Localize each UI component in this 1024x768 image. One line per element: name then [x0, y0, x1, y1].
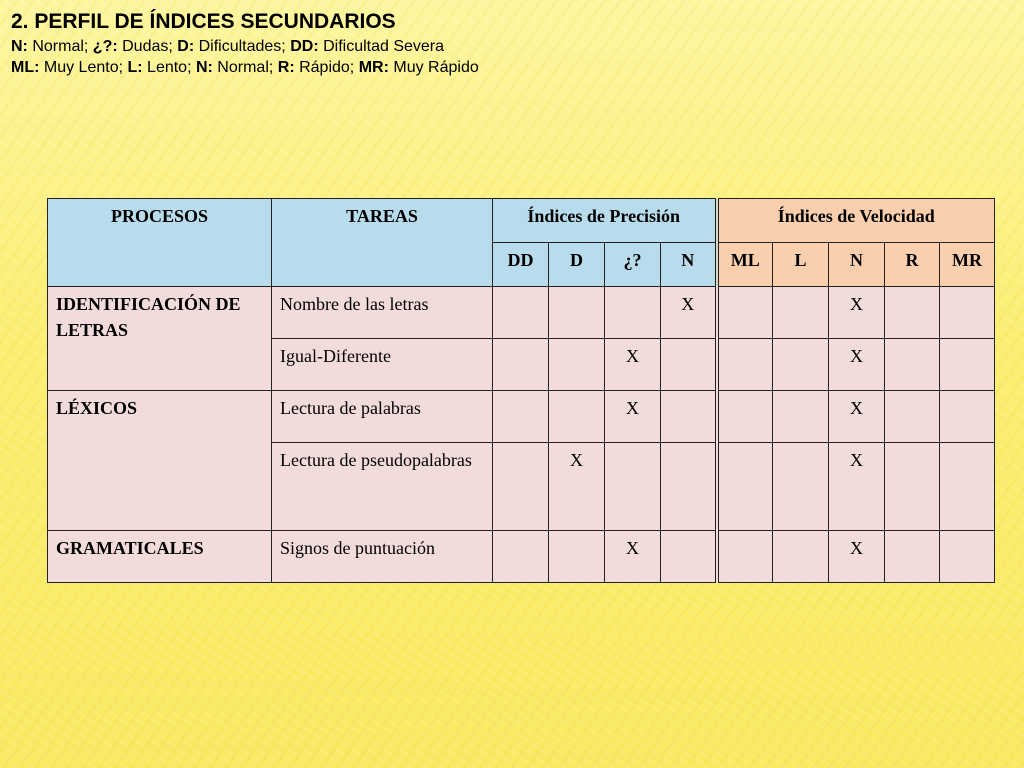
mark-cell: [493, 531, 549, 583]
mark-cell: [717, 339, 773, 391]
tarea-cell: Lectura de pseudopalabras: [272, 443, 493, 531]
mark-cell: [717, 287, 773, 339]
mark-cell: [773, 339, 829, 391]
header-n-precision: N: [661, 243, 717, 287]
mark-cell: X: [605, 391, 661, 443]
mark-cell: [549, 287, 605, 339]
mark-cell: [885, 339, 940, 391]
mark-cell: X: [829, 339, 885, 391]
mark-cell: [885, 531, 940, 583]
legend-desc: Normal;: [27, 38, 93, 55]
header-dd: DD: [493, 243, 549, 287]
mark-cell: X: [829, 287, 885, 339]
legend-desc: Muy Lento;: [39, 59, 128, 76]
legend-desc: Lento;: [142, 59, 196, 76]
mark-cell: X: [829, 531, 885, 583]
mark-cell: [661, 339, 717, 391]
tarea-cell: Lectura de palabras: [272, 391, 493, 443]
slide-title: 2. PERFIL DE ÍNDICES SECUNDARIOS: [11, 10, 396, 33]
legend-desc: Normal;: [212, 59, 278, 76]
mark-cell: [493, 443, 549, 531]
mark-cell: X: [605, 339, 661, 391]
mark-cell: [493, 391, 549, 443]
tarea-cell: Igual-Diferente: [272, 339, 493, 391]
header-procesos: PROCESOS: [48, 199, 272, 287]
legend-key: N:: [11, 38, 28, 55]
mark-cell: [493, 339, 549, 391]
proceso-cell: LÉXICOS: [48, 391, 272, 531]
mark-cell: [549, 339, 605, 391]
mark-cell: [493, 287, 549, 339]
header-mr: MR: [940, 243, 995, 287]
mark-cell: [940, 531, 995, 583]
mark-cell: [661, 443, 717, 531]
legend-desc: Rápido;: [294, 59, 359, 76]
table-row: [48, 531, 995, 583]
mark-cell: [717, 443, 773, 531]
precision-legend: [11, 36, 479, 57]
mark-cell: [885, 287, 940, 339]
mark-cell: X: [661, 287, 717, 339]
mark-cell: X: [829, 443, 885, 531]
mark-cell: [940, 443, 995, 531]
mark-cell: [549, 391, 605, 443]
mark-cell: [885, 443, 940, 531]
proceso-cell: GRAMATICALES: [48, 531, 272, 583]
legend-desc: Dificultad Severa: [318, 38, 445, 55]
header-velocidad: Índices de Velocidad: [717, 199, 995, 243]
legend-key: D:: [177, 38, 195, 55]
table-row: [48, 391, 995, 443]
mark-cell: X: [605, 531, 661, 583]
table-header-row: [48, 199, 995, 243]
header-d: D: [549, 243, 605, 287]
legend-key: ML:: [11, 59, 40, 76]
tarea-cell: Nombre de las letras: [272, 287, 493, 339]
mark-cell: X: [549, 443, 605, 531]
mark-cell: [885, 391, 940, 443]
mark-cell: [661, 531, 717, 583]
legend-key: ¿?:: [92, 38, 118, 55]
header-n-velocidad: N: [829, 243, 885, 287]
legend-desc: Dudas;: [117, 38, 178, 55]
mark-cell: [940, 391, 995, 443]
legend-key: MR:: [358, 59, 389, 76]
mark-cell: [773, 287, 829, 339]
proceso-cell: IDENTIFICACIÓN DE LETRAS: [48, 287, 272, 391]
mark-cell: [661, 391, 717, 443]
mark-cell: [717, 531, 773, 583]
mark-cell: [605, 287, 661, 339]
table-row: [48, 287, 995, 339]
header-precision: Índices de Precisión: [493, 199, 717, 243]
legend-key: R:: [277, 59, 295, 76]
mark-cell: [717, 391, 773, 443]
mark-cell: [940, 287, 995, 339]
mark-cell: [773, 531, 829, 583]
legend-desc: Dificultades;: [194, 38, 291, 55]
mark-cell: X: [829, 391, 885, 443]
mark-cell: [773, 391, 829, 443]
mark-cell: [940, 339, 995, 391]
tarea-cell: Signos de puntuación: [272, 531, 493, 583]
legend-key: L:: [127, 59, 143, 76]
header-tareas: TAREAS: [272, 199, 493, 287]
legend-desc: Muy Rápido: [388, 59, 479, 76]
velocity-legend: [11, 57, 479, 78]
mark-cell: [549, 531, 605, 583]
profile-table: [47, 198, 995, 583]
mark-cell: [605, 443, 661, 531]
header-ml: ML: [717, 243, 773, 287]
legend-key: N:: [195, 59, 213, 76]
legend-key: DD:: [290, 38, 319, 55]
header-dudas: ¿?: [605, 243, 661, 287]
header-l: L: [773, 243, 829, 287]
mark-cell: [773, 443, 829, 531]
header-r: R: [885, 243, 940, 287]
slide-header: [11, 8, 479, 78]
